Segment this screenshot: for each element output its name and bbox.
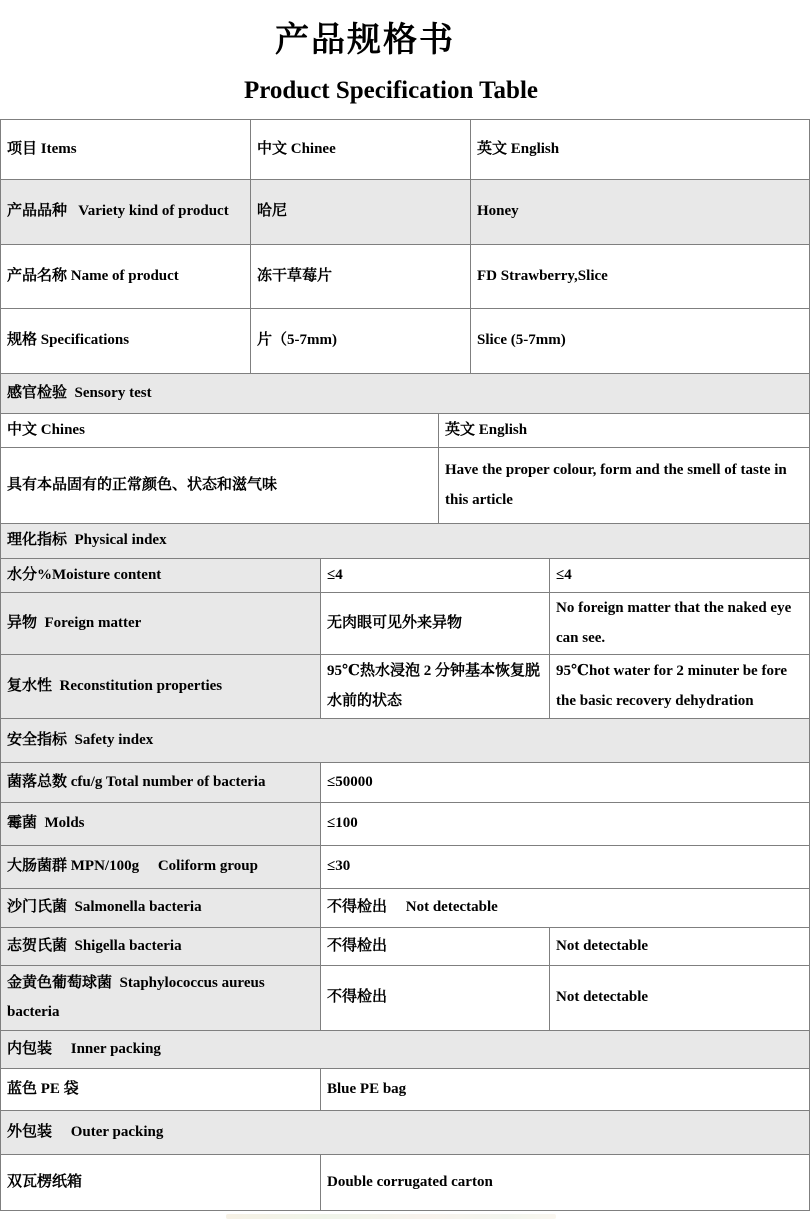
table-row [1,309,810,374]
table-row [1,966,810,1031]
reconstitution-en-cell: 95℃hot water for 2 minuter be fore the basic recovery dehydration [550,655,810,719]
outer-packing-en-cell: Double corrugated carton [321,1155,810,1211]
table-row [1,180,810,245]
table-row [1,448,810,524]
header-chinese-cell: 中文 Chinee [251,120,471,180]
header-english-cell: 英文 English [471,120,810,180]
moisture-label-cell: 水分%Moisture content [1,559,321,593]
reconstitution-label-cell: 复水性 Reconstitution properties [1,655,321,719]
table-row [1,889,810,928]
header-items-cell: 项目 Items [1,120,251,180]
outer-packing-section-cell: 外包装 Outer packing [1,1111,810,1155]
coliform-label-cell: 大肠菌群 MPN/100g Coliform group [1,846,321,889]
table-row [1,414,810,448]
table-row [1,763,810,803]
product-name-en-cell: FD Strawberry,Slice [471,245,810,309]
variety-label-cell: 产品品种 Variety kind of product [1,180,251,245]
table-row [1,245,810,309]
specs-label-cell: 规格 Specifications [1,309,251,374]
cutoff-text-remnant [226,1214,556,1219]
table-row [1,120,810,180]
table-row [1,655,810,719]
staphylococcus-label-cell: 金黄色葡萄球菌 Staphylococcus aureus bacteria [1,966,321,1031]
table-row [1,1069,810,1111]
product-name-zh-cell: 冻干草莓片 [251,245,471,309]
variety-zh-cell: 哈尼 [251,180,471,245]
section-header-row [1,719,810,763]
salmonella-label-cell: 沙门氏菌 Salmonella bacteria [1,889,321,928]
table-row [1,803,810,846]
sensory-col-en-cell: 英文 English [439,414,810,448]
shigella-zh-cell: 不得检出 [321,928,550,966]
sensory-col-zh-cell: 中文 Chines [1,414,439,448]
molds-value-cell: ≤100 [321,803,810,846]
spec-table [0,119,810,1211]
shigella-en-cell: Not detectable [550,928,810,966]
section-header-row [1,374,810,414]
section-header-row [1,1031,810,1069]
reconstitution-zh-cell: 95℃热水浸泡 2 分钟基本恢复脱水前的状态 [321,655,550,719]
shigella-label-cell: 志贺氏菌 Shigella bacteria [1,928,321,966]
table-row [1,846,810,889]
moisture-en-cell: ≤4 [550,559,810,593]
table-row [1,593,810,655]
specs-en-cell: Slice (5-7mm) [471,309,810,374]
table-row [1,1155,810,1211]
physical-section-cell: 理化指标 Physical index [1,524,810,559]
variety-en-cell: Honey [471,180,810,245]
page-title-english: Product Specification Table [243,77,538,104]
inner-packing-zh-cell: 蓝色 PE 袋 [1,1069,321,1111]
coliform-value-cell: ≤30 [321,846,810,889]
foreign-matter-en-cell: No foreign matter that the naked eye can see. [550,593,810,655]
inner-packing-section-cell: 内包装 Inner packing [1,1031,810,1069]
sensory-zh-cell: 具有本品固有的正常颜色、状态和滋气味 [1,448,439,524]
specs-zh-cell: 片（5-7mm) [251,309,471,374]
outer-packing-zh-cell: 双瓦楞纸箱 [1,1155,321,1211]
section-header-row [1,524,810,559]
inner-packing-en-cell: Blue PE bag [321,1069,810,1111]
total-bacteria-label-cell: 菌落总数 cfu/g Total number of bacteria [1,763,321,803]
foreign-matter-zh-cell: 无肉眼可见外来异物 [321,593,550,655]
product-name-label-cell: 产品名称 Name of product [1,245,251,309]
staphylococcus-zh-cell: 不得检出 [321,966,550,1031]
moisture-zh-cell: ≤4 [321,559,550,593]
foreign-matter-label-cell: 异物 Foreign matter [1,593,321,655]
molds-label-cell: 霉菌 Molds [1,803,321,846]
table-row [1,928,810,966]
total-bacteria-value-cell: ≤50000 [321,763,810,803]
table-row [1,559,810,593]
page-title-chinese: 产品规格书 [275,22,455,59]
staphylococcus-en-cell: Not detectable [550,966,810,1031]
safety-section-cell: 安全指标 Safety index [1,719,810,763]
salmonella-value-cell: 不得检出 Not detectable [321,889,810,928]
sensory-en-cell: Have the proper colour, form and the smell of taste in this article [439,448,810,524]
sensory-section-cell: 感官检验 Sensory test [1,374,810,414]
section-header-row [1,1111,810,1155]
